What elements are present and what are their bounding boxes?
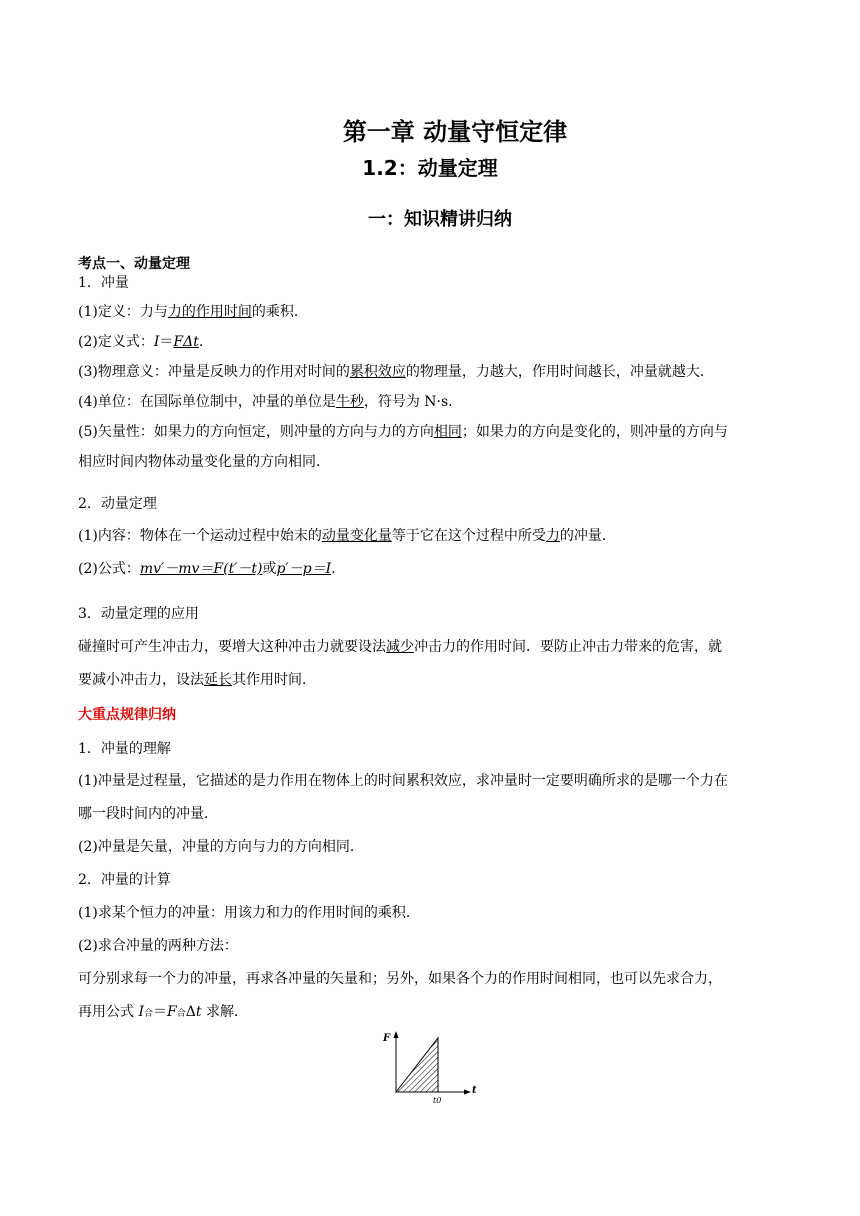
definition-suffix: 的乘积．: [251, 304, 308, 320]
kp1-item1-title: 1．冲量: [78, 275, 129, 291]
summary-item2-p3-line1: 可分别求每一个力的冲量，再求各冲量的矢量和；另外，如果各个力的作用时间相同，也可以先求合力，: [78, 971, 722, 987]
theorem-formula-line: [78, 560, 786, 578]
application-prefix: 碰撞时可产生冲击力，要增大这种冲击力就要设法: [78, 639, 386, 655]
application-line2-prefix: 要减小冲击力，设法: [78, 672, 204, 688]
equation-underlined-2: p′－p＝I: [276, 561, 332, 577]
formula-symbol-i: I: [153, 334, 160, 350]
content-underlined-2: 力: [545, 528, 560, 544]
unit-prefix: (4)单位：在国际单位制中，冲量的单位是: [78, 394, 336, 410]
formula-end: .: [198, 334, 204, 350]
vector-prefix: (5)矢量性：如果力的方向恒定，则冲量的方向与力的方向: [78, 424, 434, 440]
vector-line: [78, 423, 786, 441]
formula-subscript-1: 合: [143, 1009, 153, 1019]
content-suffix: 的冲量．: [559, 528, 616, 544]
y-axis-arrow-icon: [394, 1031, 399, 1038]
summary-item1-p1-line2: 哪一段时间内的冲量．: [78, 806, 218, 822]
meaning-prefix: (3)物理意义：冲量是反映力的作用对时间的: [78, 364, 350, 380]
summary-item1-p2: (2)冲量是矢量，冲量的方向与力的方向相同．: [78, 839, 364, 855]
formula-symbol-f: F: [167, 1004, 177, 1020]
formula-equals: ＝: [153, 1004, 167, 1020]
equation-prefix: (2)公式：: [78, 561, 140, 577]
meaning-underlined: 累积效应: [349, 364, 406, 380]
formula-symbol-t: t: [195, 1004, 202, 1020]
vector-line-2: 相应时间内物体动量变化量的方向相同．: [78, 454, 330, 470]
application-line2-suffix: 其作用时间．: [232, 672, 316, 688]
content-underlined-1: 动量变化量: [321, 528, 392, 544]
definition-prefix: (1)定义：力与: [78, 304, 168, 320]
vector-underlined: 相同: [433, 424, 462, 440]
formula-delta: Δ: [185, 1004, 196, 1020]
application-underlined-1: 减少: [386, 639, 414, 655]
summary-item1-p1-line1: (1)冲量是过程量，它描述的是力作用在物体上的时间累积效应，求冲量时一定要明确所求的是哪一个力在: [78, 773, 728, 789]
summary-item1-title: 1．冲量的理解: [78, 741, 171, 757]
formula-symbol-i: I: [138, 1004, 144, 1020]
summary-item2-p1: (1)求某个恒力的冲量：用该力和力的作用时间的乘积．: [78, 905, 420, 921]
unit-suffix: ，符号为 N·s.: [363, 394, 453, 410]
content-middle: 等于它在这个过程中所受: [391, 528, 546, 544]
y-axis-label: F: [383, 1033, 391, 1044]
equation-end: .: [331, 561, 336, 577]
formula-underlined: FΔt: [173, 334, 199, 350]
application-underlined-2: 延长: [204, 672, 232, 688]
meaning-line: [78, 363, 786, 381]
formula-text-prefix: 再用公式: [78, 1004, 139, 1020]
unit-line: [78, 393, 786, 411]
equation-underlined-1: mv′－mv＝F(t′－t): [139, 561, 263, 577]
kp1-item2-title: 2．动量定理: [78, 496, 157, 512]
section-title: 1.2：动量定理: [362, 156, 498, 180]
summary-heading: 大重点规律归纳: [78, 707, 176, 723]
equation-or: 或: [262, 561, 277, 577]
part-title: 一：知识精讲归纳: [368, 209, 512, 230]
formula-prefix: (2)定义式：: [78, 334, 154, 350]
summary-item2-p3-line2: [78, 1003, 786, 1023]
x-axis-label: t: [472, 1085, 477, 1096]
kp1-item3-title: 3．动量定理的应用: [78, 606, 199, 622]
x-axis-arrow-icon: [464, 1090, 471, 1095]
theorem-content-line: [78, 527, 786, 545]
summary-item2-title: 2．冲量的计算: [78, 872, 171, 888]
application-suffix: 冲击力的作用时间．要防止冲击力带来的危害，就: [414, 639, 722, 655]
formula-line: [78, 333, 786, 351]
t0-label: t0: [433, 1096, 442, 1105]
force-time-graph: [380, 1030, 480, 1105]
formula-subscript-2: 合: [176, 1009, 186, 1019]
summary-item2-p2: (2)求合冲量的两种方法：: [78, 938, 238, 954]
formula-text-suffix: 求解．: [201, 1004, 248, 1020]
application-line-2: [78, 671, 786, 689]
meaning-suffix: 的物理量，力越大，作用时间越长，冲量就越大．: [405, 364, 714, 380]
definition-underlined: 力的作用时间: [167, 304, 252, 320]
chapter-title: 第一章 动量守恒定律: [342, 118, 568, 146]
unit-underlined: 牛秒: [335, 394, 364, 410]
impulse-area: [396, 1038, 438, 1092]
application-line-1: [78, 638, 786, 656]
vector-suffix: ；如果力的方向是变化的，则冲量的方向与: [461, 424, 728, 440]
content-prefix: (1)内容：物体在一个运动过程中始末的: [78, 528, 322, 544]
formula-equals: ＝: [159, 334, 174, 350]
definition-line: [78, 303, 786, 321]
kp1-heading: 考点一、动量定理: [78, 256, 190, 272]
